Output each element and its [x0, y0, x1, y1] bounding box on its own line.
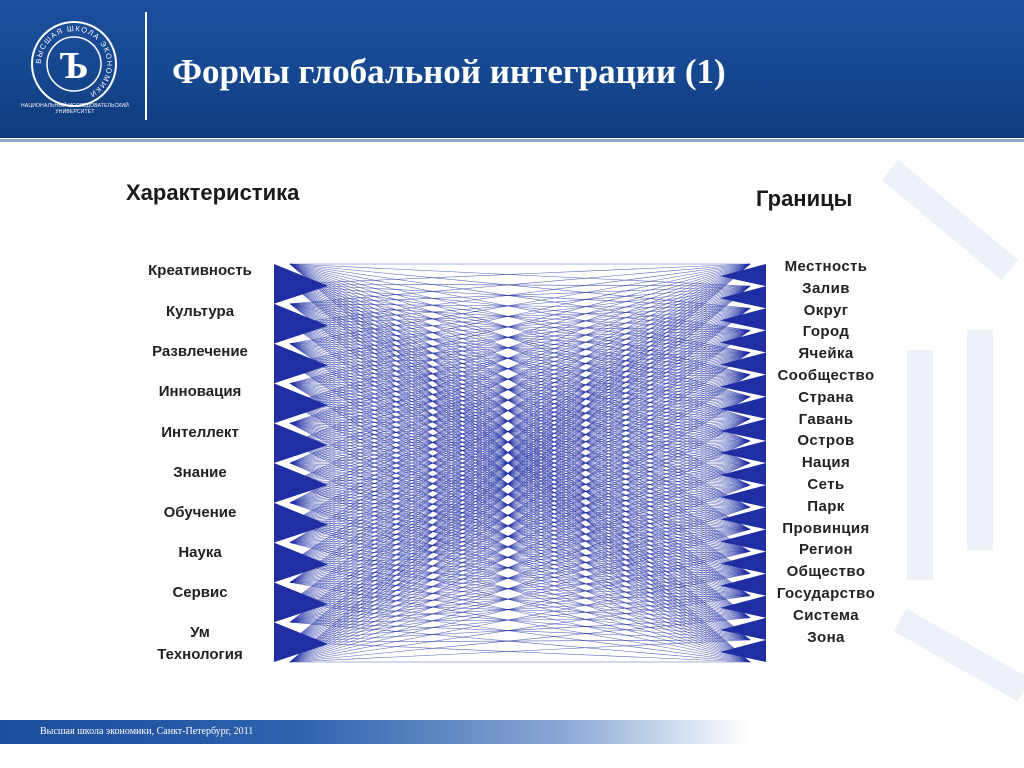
slide-title: Формы глобальной интеграции (1): [172, 52, 726, 91]
border-label: Общество: [786, 563, 866, 581]
logo-caption-line2: УНИВЕРСИТЕТ: [55, 109, 95, 115]
border-label: Нация: [801, 454, 851, 472]
connection-line: [290, 264, 750, 308]
characteristic-label: Культура: [165, 303, 235, 320]
border-label: Сообщество: [777, 367, 875, 384]
connection-line: [290, 618, 750, 662]
border-label: Зона: [807, 628, 845, 646]
footer-text: Высшая школа экономики, Санкт-Петербург, 2011: [40, 726, 254, 737]
connection-line: [290, 640, 750, 662]
characteristic-label: Знание: [173, 464, 227, 481]
border-label: Регион: [798, 541, 854, 559]
border-label: Сеть: [807, 476, 845, 493]
connection-line: [290, 264, 750, 286]
border-label: Залив: [802, 279, 850, 297]
characteristics-heading: Характеристика: [126, 180, 300, 205]
border-label: Провинция: [782, 519, 870, 537]
characteristic-label: Инновация: [158, 383, 242, 400]
header-rule-light: [0, 139, 1024, 142]
svg-text:Ъ: Ъ: [59, 45, 89, 87]
characteristic-label: Интеллект: [161, 424, 239, 441]
border-label: Система: [793, 606, 859, 624]
border-label: Парк: [807, 497, 845, 515]
logo-ring-text: ВЫСШАЯ ШКОЛА ЭКОНОМИКИ: [33, 23, 115, 100]
characteristic-label: Сервис: [172, 584, 228, 601]
border-label: Город: [802, 323, 850, 341]
hse-logo-icon: [30, 20, 118, 108]
connection-line: [290, 352, 750, 562]
characteristic-label: Развлечение: [152, 343, 248, 360]
border-label: Остров: [797, 432, 855, 450]
header-rule: [0, 133, 1024, 138]
border-label: Страна: [798, 388, 854, 406]
connection-lines: [290, 264, 750, 662]
characteristic-label: Креативность: [148, 262, 252, 279]
border-label: Ячейка: [798, 345, 854, 363]
characteristic-label: Обучение: [163, 504, 237, 521]
characteristic-label: Технология: [157, 646, 243, 663]
characteristic-label: Наука: [178, 544, 222, 561]
logo-caption-line1: НАЦИОНАЛЬНЫЙ ИССЛЕДОВАТЕЛЬСКИЙ: [21, 103, 129, 109]
border-label: Местность: [784, 258, 868, 275]
characteristic-label: Ум: [190, 624, 210, 641]
border-label: Округ: [803, 301, 849, 319]
header-divider: [145, 12, 147, 120]
border-label: Гавань: [798, 410, 854, 428]
border-label: Государство: [776, 585, 876, 602]
borders-heading: Границы: [756, 186, 853, 211]
logo-caption: [10, 103, 140, 115]
